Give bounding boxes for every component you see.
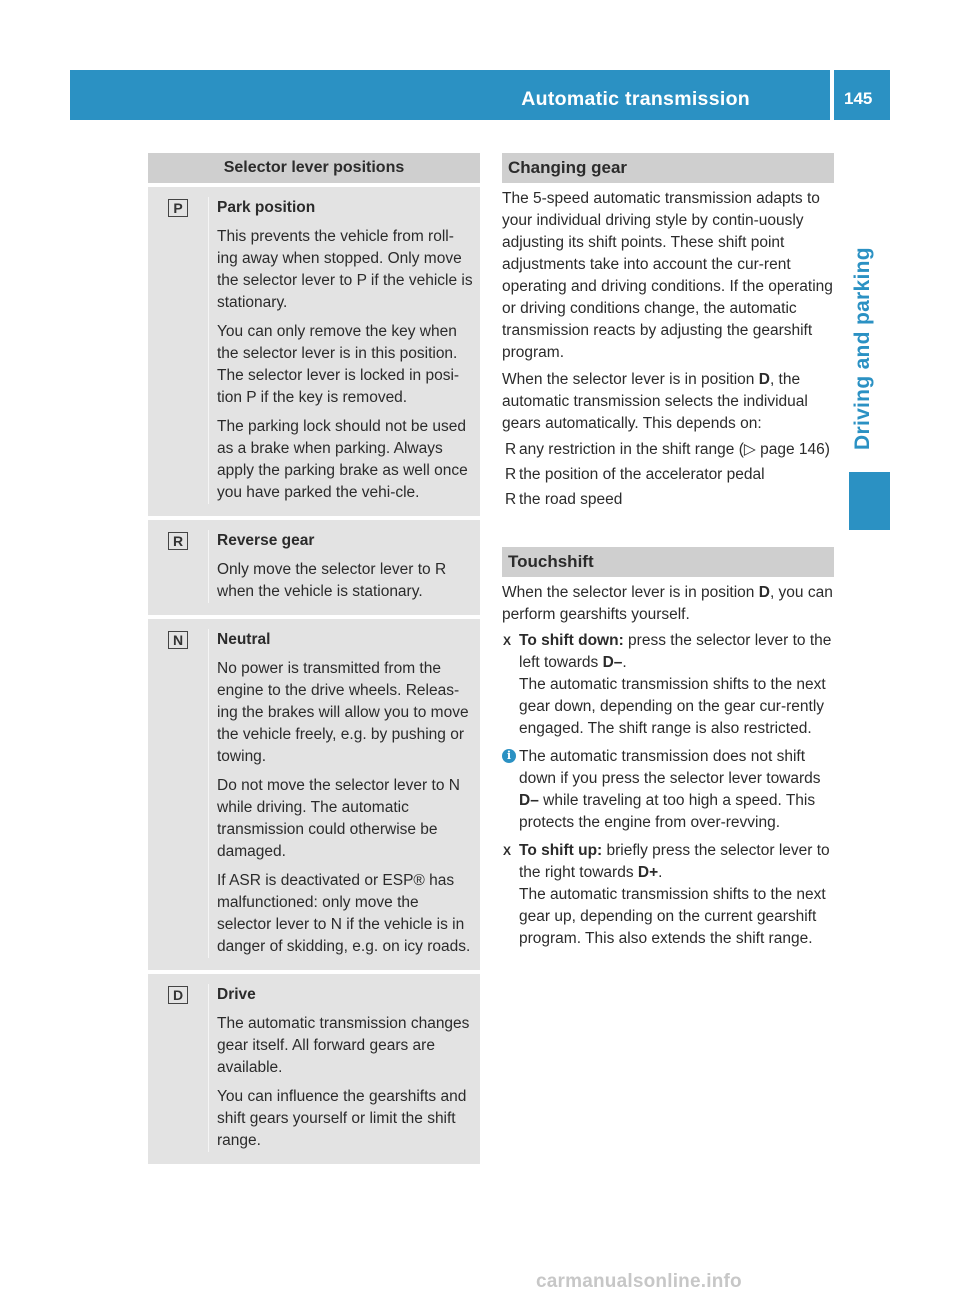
touchshift-intro: When the selector lever is in position D, you can perform gearshifts yourself. xyxy=(502,584,833,623)
row-paragraph: The parking lock should not be used as a brake when parking. Always apply the parking brake as well once you have parked the vehi-cle. xyxy=(217,418,468,501)
neutral-icon: N xyxy=(168,631,188,649)
chapter-tab-marker xyxy=(849,472,890,530)
row-title: Drive xyxy=(217,986,256,1003)
changing-gear-heading: Changing gear xyxy=(502,153,834,183)
row-title: Neutral xyxy=(217,631,271,648)
shift-up-step: X To shift up: briefly press the selector lever to the right towards D+. The automatic transmission shifts to the next gear up, depending on the current gearshift program. This also extends the shift range. xyxy=(503,842,830,947)
section-title: Automatic transmission xyxy=(521,88,750,110)
info-note: i The automatic transmission does not shift down if you press the selector lever towards D– while traveling at too high a speed. This protects the engine from over-revving. xyxy=(502,746,834,834)
row-title: Park position xyxy=(217,199,316,216)
list-item: R any restriction in the shift range (▷ page 146) xyxy=(502,439,834,461)
list-item: R the position of the accelerator pedal xyxy=(502,464,834,486)
header-divider xyxy=(830,70,834,120)
table-row xyxy=(148,615,480,970)
row-paragraph: You can only remove the key when the selector lever is in this position. The selector lever is locked in posi-tion P if the key is removed. xyxy=(217,323,460,406)
table-row xyxy=(148,970,480,1164)
bullet-icon: R xyxy=(505,466,517,483)
step-arrow-icon: X xyxy=(503,634,512,648)
row-paragraph: Do not move the selector lever to N while driving. The automatic transmission could otherwise be damaged. xyxy=(217,777,460,860)
row-paragraph: This prevents the vehicle from roll-ing away when stopped. Only move the selector lever to P if the vehicle is stationary. xyxy=(217,228,473,311)
bullet-icon: R xyxy=(505,491,517,508)
row-title: Reverse gear xyxy=(217,532,315,549)
conditions-list xyxy=(502,439,834,511)
step-arrow-icon: X xyxy=(503,844,512,858)
selector-lever-table xyxy=(148,153,480,1164)
row-paragraph: Only move the selector lever to R when the vehicle is stationary. xyxy=(217,561,447,600)
page-number: 145 xyxy=(844,89,873,108)
table-heading: Selector lever positions xyxy=(148,153,480,183)
shift-down-step: X To shift down: press the selector lever to the left towards D–. The automatic transmission shifts to the next gear down, depending on the gear cur-rently engaged. The shift range is also restricted. xyxy=(503,632,832,737)
drive-icon: D xyxy=(168,986,188,1004)
chapter-tab-label: Driving and parking xyxy=(851,247,874,450)
info-icon: i xyxy=(502,749,516,763)
right-column xyxy=(502,153,834,956)
row-paragraph: You can influence the gearshifts and shift gears yourself or limit the shift range. xyxy=(217,1088,467,1149)
table-row xyxy=(148,183,480,516)
header-bar xyxy=(70,70,890,120)
park-position-icon: P xyxy=(168,199,188,217)
row-paragraph: The automatic transmission changes gear itself. All forward gears are available. xyxy=(217,1015,470,1076)
touchshift-heading: Touchshift xyxy=(502,547,834,577)
table-row xyxy=(148,516,480,615)
row-paragraph: If ASR is deactivated or ESP® has malfunctioned: only move the selector lever to N if the vehicle is in danger of skidding, e.g. on icy roads. xyxy=(217,872,471,955)
watermark-url: carmanualsonline.info xyxy=(536,1271,742,1292)
reverse-gear-icon: R xyxy=(168,532,188,550)
bullet-icon: R xyxy=(505,441,517,458)
row-paragraph: No power is transmitted from the engine to the drive wheels. Releas-ing the brakes will allow you to move the vehicle freely, e.g. by pushing or towing. xyxy=(217,660,469,765)
changing-gear-paragraph: When the selector lever is in position D, the automatic transmission selects the individual gears automatically. This depends on: xyxy=(502,371,808,432)
list-item: R the road speed xyxy=(502,489,834,511)
changing-gear-paragraph: The 5-speed automatic transmission adapts to your individual driving style by contin-uously adjusting its shift points. These shift point adjustments take into account the cur-rent operating and driving conditions. If the operating or driving conditions change, the automatic transmission reacts by adjusting the gearshift program. xyxy=(502,190,833,361)
